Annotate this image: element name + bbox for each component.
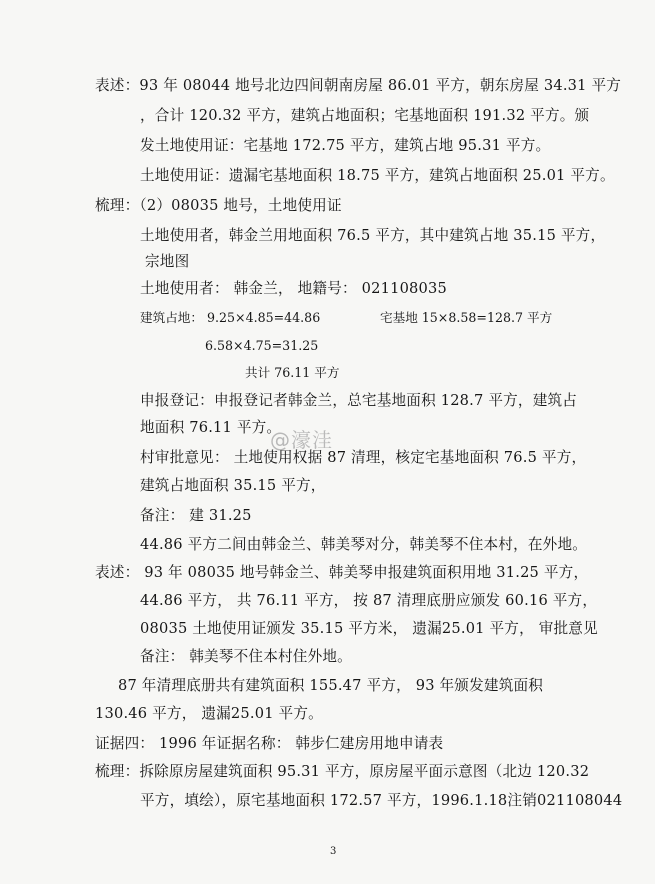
text-line: 备注： 韩美琴不住本村住外地。 xyxy=(140,648,352,665)
text-line: 87 年清理底册共有建筑面积 155.47 平方， 93 年颁发建筑面积 xyxy=(118,677,544,694)
page-number: 3 xyxy=(330,846,337,857)
text-line: 130.46 平方， 遗漏25.01 平方。 xyxy=(95,705,323,722)
text-line: 宗地图 xyxy=(145,253,190,270)
text-line: 6.58×4.75=31.25 xyxy=(205,338,319,353)
text-line: 地面积 76.11 平方。 xyxy=(140,419,282,436)
text-line: 44.86 平方， 共 76.11 平方， 按 87 清理底册应颁发 60.16 平方， xyxy=(140,592,598,609)
text-line: 建筑占地： 9.25×4.85=44.86 xyxy=(140,310,321,325)
text-line: 土地使用证：遗漏宅基地面积 18.75 平方，建筑占地面积 25.01 平方。 xyxy=(140,167,615,184)
text-line: 发土地使用证：宅基地 172.75 平方，建筑占地 95.31 平方。 xyxy=(140,137,551,154)
text-line: 44.86 平方二间由韩金兰、韩美琴对分，韩美琴不住本村，在外地。 xyxy=(140,536,588,553)
text-line: 表述：93 年 08044 地号北边四间朝南房屋 86.01 平方，朝东房屋 34.31 平方 xyxy=(95,77,622,94)
text-line: 备注： 建 31.25 xyxy=(140,507,252,524)
watermark: @濠洼 xyxy=(270,428,333,452)
text-line: 村审批意见： 土地使用权据 87 清理，核定宅基地面积 76.5 平方， xyxy=(140,449,587,466)
text-line: 平方，填绘），原宅基地面积 172.57 平方，1996.1.18注销021108044 xyxy=(140,792,623,809)
text-line: 建筑占地面积 35.15 平方， xyxy=(140,477,326,494)
text-line: 土地使用者： 韩金兰， 地籍号： 021108035 xyxy=(140,280,447,297)
text-line: 土地使用者，韩金兰用地面积 76.5 平方，其中建筑占地 35.15 平方， xyxy=(140,227,606,244)
text-line: 宅基地 15×8.58=128.7 平方 xyxy=(380,310,553,325)
text-line: 申报登记：申报登记者韩金兰，总宅基地面积 128.7 平方，建筑占 xyxy=(140,392,578,409)
text-line: 梳理：（2）08035 地号，土地使用证 xyxy=(95,197,342,214)
text-line: ，合计 120.32 平方，建筑占地面积；宅基地面积 191.32 平方。颁 xyxy=(140,107,590,124)
text-line: 共计 76.11 平方 xyxy=(245,365,340,380)
text-line: 表述： 93 年 08035 地号韩金兰、韩美琴申报建筑面积用地 31.25 平方， xyxy=(95,564,589,581)
text-line: 证据四： 1996 年证据名称： 韩步仁建房用地申请表 xyxy=(95,735,444,752)
text-line: 梳理：拆除原房屋建筑面积 95.31 平方，原房屋平面示意图（北边 120.32 xyxy=(95,763,590,780)
text-line: 08035 土地使用证颁发 35.15 平方米， 遗漏25.01 平方， 审批意见 xyxy=(140,620,598,637)
